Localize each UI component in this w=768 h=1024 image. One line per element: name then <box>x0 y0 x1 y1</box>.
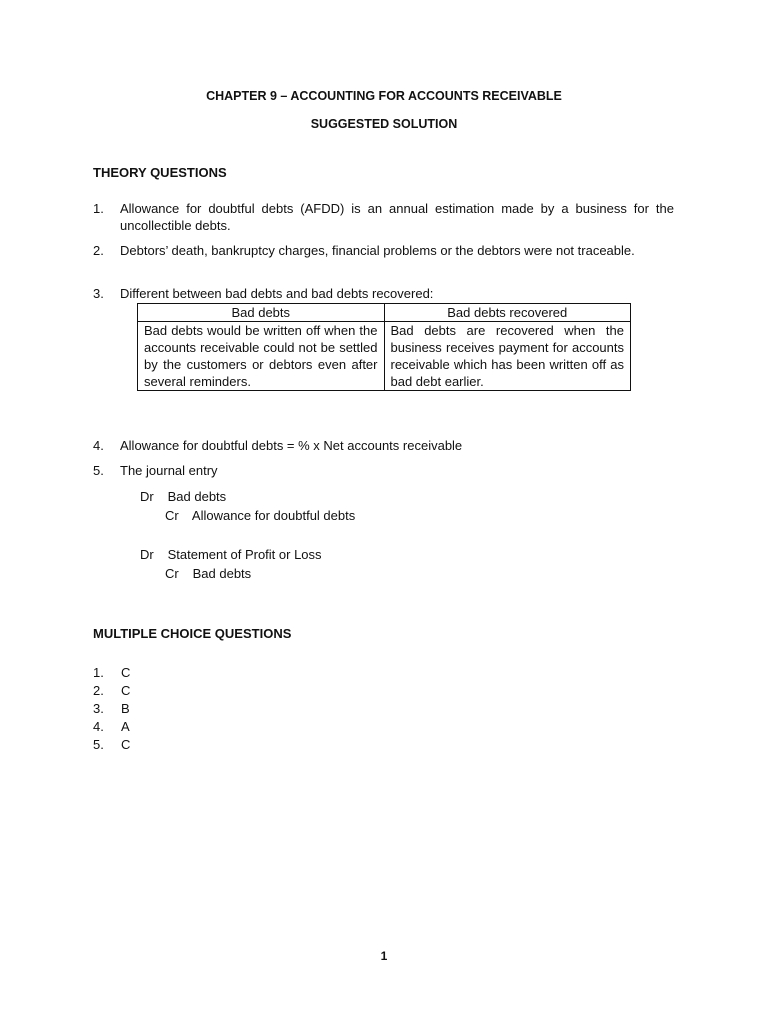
journal-tag: Dr <box>140 547 154 562</box>
mcq-answer-list <box>93 664 130 754</box>
mcq-answer: C <box>121 665 131 680</box>
mcq-answer-item <box>93 700 130 718</box>
mcq-answer-item <box>93 736 130 754</box>
journal-line-debit <box>140 488 226 505</box>
table-cell: Bad debts are recovered when the business receives payment for accounts receivable which has been written off as bad debt earlier. <box>384 322 631 391</box>
mcq-answer: C <box>121 737 131 752</box>
mcq-answer-item <box>93 718 130 736</box>
journal-line-credit <box>165 565 251 582</box>
item-text: Debtors’ death, bankruptcy charges, financial problems or the debtors were not traceable. <box>120 243 635 258</box>
journal-account: Statement of Profit or Loss <box>167 547 322 562</box>
journal-tag: Cr <box>165 508 179 523</box>
mcq-heading: MULTIPLE CHOICE QUESTIONS <box>93 626 292 641</box>
mcq-answer-item <box>93 664 130 682</box>
item-number: 4. <box>93 719 104 734</box>
mcq-answer: B <box>121 701 130 716</box>
table-header-cell: Bad debts <box>138 304 385 322</box>
item-number: 2. <box>93 683 104 698</box>
mcq-answer-item <box>93 682 130 700</box>
page-number: 1 <box>380 949 388 963</box>
item-number: 5. <box>93 737 104 752</box>
journal-tag: Cr <box>165 566 179 581</box>
bad-debts-comparison-table <box>137 303 631 391</box>
journal-account: Bad debts <box>167 489 227 504</box>
item-text: Allowance for doubtful debts = % x Net accounts receivable <box>120 438 463 453</box>
theory-questions-heading: THEORY QUESTIONS <box>93 165 227 180</box>
document-subtitle: SUGGESTED SOLUTION <box>310 117 458 131</box>
theory-item-3 <box>93 285 674 302</box>
item-number: 5. <box>93 463 104 478</box>
item-text: Allowance for doubtful debts (AFDD) is an annual estimation made by a business for the uncollectible debts. <box>120 201 674 233</box>
table-header-row <box>138 304 631 322</box>
table-header-cell: Bad debts recovered <box>384 304 631 322</box>
item-number: 2. <box>93 243 104 258</box>
item-number: 3. <box>93 286 104 301</box>
theory-item-2 <box>93 242 674 259</box>
mcq-answer: A <box>121 719 130 734</box>
theory-item-4 <box>93 437 674 454</box>
journal-account: Bad debts <box>192 566 252 581</box>
document-title: CHAPTER 9 – ACCOUNTING FOR ACCOUNTS RECEIVABLE <box>206 89 562 103</box>
journal-line-credit <box>165 507 355 524</box>
table-row <box>138 322 631 391</box>
theory-item-1 <box>93 200 674 234</box>
item-number: 3. <box>93 701 104 716</box>
item-text: The journal entry <box>120 463 218 478</box>
journal-account: Allowance for doubtful debts <box>191 508 356 523</box>
item-number: 4. <box>93 438 104 453</box>
mcq-answer: C <box>121 683 131 698</box>
item-number: 1. <box>93 201 104 216</box>
item-number: 1. <box>93 665 104 680</box>
journal-line-debit <box>140 546 322 563</box>
journal-tag: Dr <box>140 489 154 504</box>
theory-item-5 <box>93 462 674 479</box>
item-text: Different between bad debts and bad debts recovered: <box>120 286 434 301</box>
table-cell: Bad debts would be written off when the accounts receivable could not be settled by the customers or debtors even after several reminders. <box>138 322 385 391</box>
